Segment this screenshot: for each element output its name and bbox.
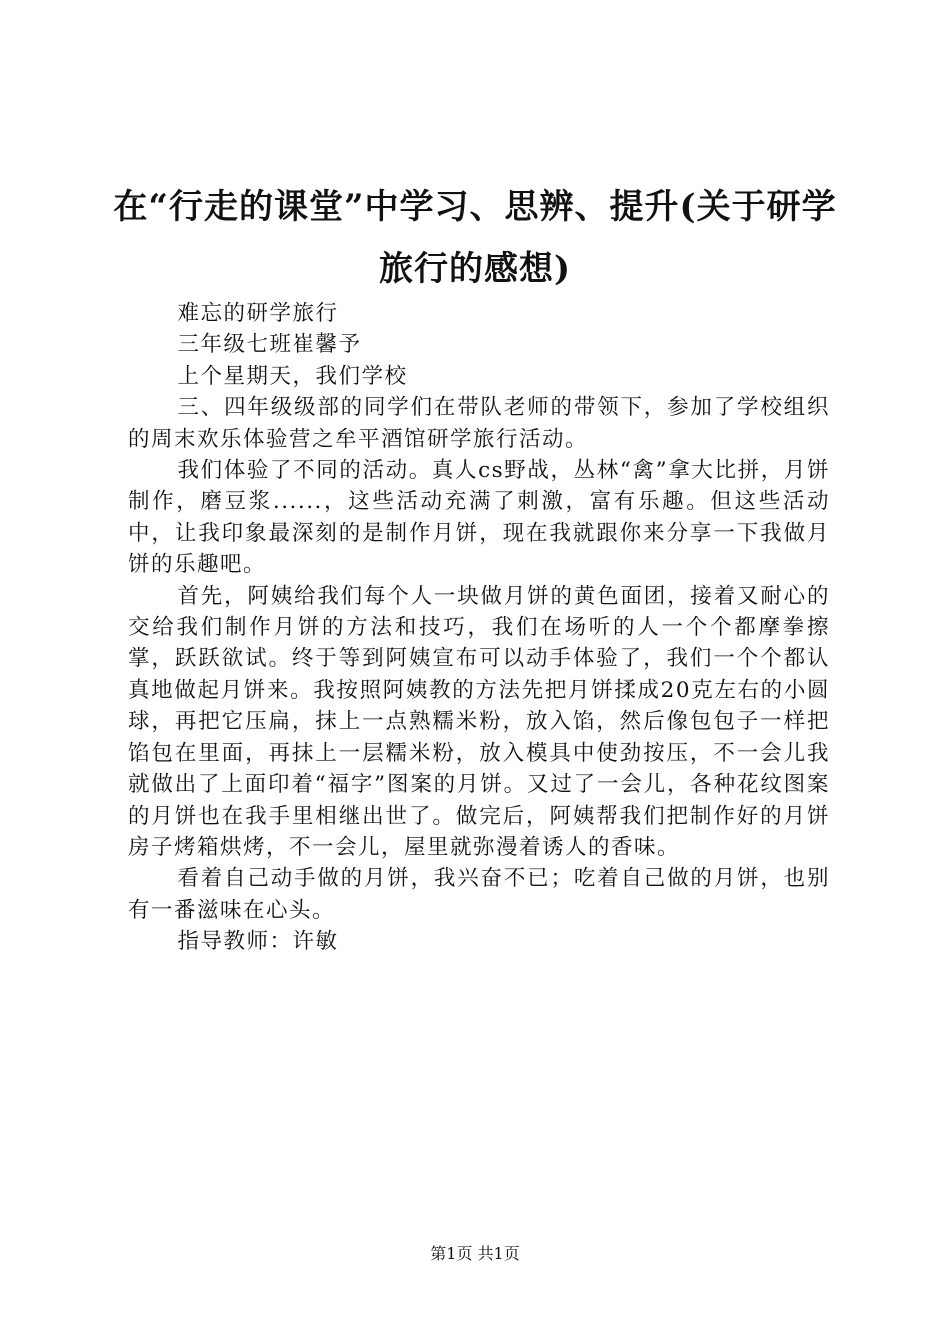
paragraph-subtitle: 难忘的研学旅行 — [177, 301, 339, 326]
paragraph-teacher: 指导教师：许敏 — [177, 929, 339, 955]
paragraph-mooncake: 首先，阿姨给我们每个人一块做月饼的黄色面团，接着又耐心的交给我们制作月饼的方法和技巧，我们在场听的人一个个都摩拳擦掌，跃跃欲试。终于等到阿姨宣布可以动手体验了，我们一个个都认真地做起月饼来。我按照阿姨教的方法先把月饼揉成20克左右的小圆球，再把它压扁，抹上一点熟糯米粉，放入馅，然后像包包子一样把馅包在里面，再抹上一层糯米粉，放入模具中使劲按压，不一会儿我就做出了上面印着“福字”图案的月饼。又过了一会儿，各种花纹图案的月饼也在我手里相继出世了。做完后，阿姨帮我们把制作好的月饼房子烤箱烘烤，不一会儿，屋里就弥漫着诱人的香味。 — [128, 583, 830, 860]
document-body — [128, 298, 830, 958]
paragraph-experiences: 我们体验了不同的活动。真人cs野战，丛林“禽”拿大比拼，月饼制作，磨豆浆......，这些活动充满了刺激，富有乐趣。但这些活动中，让我印象最深刻的是制作月饼，现在我就跟你来分享一下我做月饼的乐趣吧。 — [128, 458, 830, 578]
paragraph-activity: 三、四年级级部的同学们在带队老师的带领下，参加了学校组织的周末欢乐体验营之牟平酒馆研学旅行活动。 — [128, 395, 830, 452]
paragraph-intro: 上个星期天，我们学校 — [177, 363, 408, 389]
document-title: 在“行走的课堂”中学习、思辨、提升(关于研学旅行的感想) — [113, 187, 837, 289]
paragraph-author: 三年级七班崔馨予 — [177, 332, 362, 358]
paragraph-conclusion: 看着自己动手做的月饼，我兴奋不已；吃着自己做的月饼，也别有一番滋味在心头。 — [128, 866, 830, 923]
page-footer: 第1页 共1页 — [430, 1244, 520, 1263]
